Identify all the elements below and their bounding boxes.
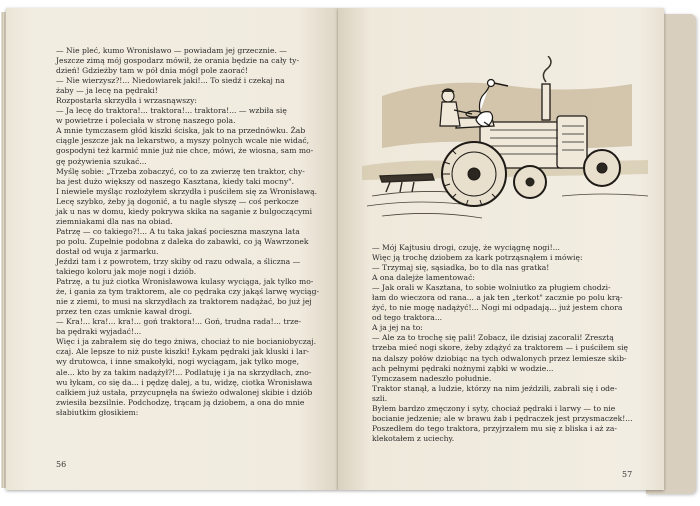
text-line: takiego koloru jak moje nogi i dziób. (56, 267, 197, 277)
text-line: Jeździ tam i z powrotem, trzy skiby od razu odwala, a śliczna — (56, 256, 301, 266)
text-line: dostał od wuja z jarmarku. (56, 246, 159, 256)
text-line: Jeszcze zimą mój gospodarz mówił, że orania będzie na cały ty- (56, 56, 300, 66)
text-line: Rozpostarła skrzydła i wrzasnąwszy: (56, 96, 197, 106)
text-line: wu łykam, co się da... i pędzę dalej, a tu, widzę, ciotka Wronisława (56, 377, 313, 387)
right-page-text (372, 243, 636, 444)
text-line: po polu. Zupełnie podobna z daleka do zabawki, co ją Wawrzonek (56, 236, 309, 246)
text-line: słabiutkim głosikiem: (56, 407, 139, 417)
text-line: gospodyni też karmić mnie już nie chce, mówi, że wiosna, sam mo- (56, 146, 314, 156)
text-line: Patrzę — co takiego?!... A tu taka jakaś pocieszna maszyna lata (56, 226, 300, 236)
text-line: bocianie jedzenie; ale w brawu żab i pędraczek jest przysmaczek!... (372, 413, 633, 423)
text-line: czaj. Ale lepsze to niż puste kiszki! Łykam pędraki jak kluski i lar- (56, 347, 310, 357)
text-line: jak u nas w domu, kiedy pokrywa skika na saganie z bulgoczącymi (56, 206, 313, 216)
text-line: ale... kto by za takim nadążył?!... Podlatuję i ja na skrzydłach, zno- (56, 367, 312, 377)
text-line: ciągle jeszcze jak na lekarstwo, a myszy polnych wcale nie widać, (56, 136, 310, 146)
text-line: Więc ją trochę dziobem za kark potrząsnąłem i mówię: (372, 253, 583, 263)
text-line: I niewiele myśląc rozłożyłem skrzydła i puściłem się za Wronisławą. (56, 186, 318, 196)
open-book (6, 8, 696, 498)
text-line: A ona dalejże lamentować: (372, 273, 475, 283)
text-line: — Nie pleć, kumo Wronisławo — powiadam jej grzecznie. — (56, 46, 287, 55)
right-page (338, 8, 664, 490)
text-line: ziemniakami dla nas na obiad. (56, 216, 173, 226)
left-page-text (56, 46, 332, 418)
text-line: Traktor stanął, a ludzie, którzy na nim jeździli, zabrali się i ode- (372, 383, 618, 393)
stork-riding-tractor-illustration (362, 56, 648, 234)
text-line: — Kra!... kra!... kra!... goń traktora!... Goń, trudna rada!... trze- (56, 317, 302, 327)
text-line: klekotałem z uciechy. (372, 433, 455, 443)
text-line: żaby — ja lecę na pędraki! (56, 86, 158, 96)
text-line: — Trzymaj się, sąsiadka, bo to dla nas gratka! (372, 263, 550, 273)
text-line: w powietrze i poleciała w stronę naszego pola. (56, 116, 236, 126)
text-line: całkiem już ustała, przycupnęła na świeżo odwalonej skibie i dziób (56, 387, 313, 397)
text-line: dzień! Gdzieżby tam w pół dnia mógł pole zaorać! (56, 66, 248, 76)
text-line: — Jak orali w Kasztana, to sobie wolniutko za pługiem chodzi- (372, 283, 611, 293)
text-line: Myślę sobie: „Trzeba zobaczyć, co to za zwierzę ten traktor, chy- (56, 166, 305, 176)
text-line: A ja jej na to: (372, 323, 423, 333)
text-line: — Mój Kajtusiu drogi, czuję, że wyciągnę nogi!... (372, 243, 560, 252)
text-line: — Ale za to trochę się pali! Zobacz, ile dzisiaj zacorali! Zresztą (372, 333, 614, 343)
text-line: od tego traktora... (372, 313, 443, 323)
text-line: Więc i ja zabrałem się do tego żniwa, chociaż to nie bocianiobyczaj. (56, 337, 317, 347)
text-line: Patrzę, a tu już ciotka Wronisławowa kulasy wyciąga, jak tylko mo- (56, 277, 314, 287)
left-page (6, 8, 338, 490)
text-line: nie z ziemi, to musi na skrzydłach za traktorem nadążać, bo już jej (56, 297, 312, 307)
text-line: przez ten czas umknie kawał drogi. (56, 307, 193, 317)
text-line: gę pożywienia szukać... (56, 156, 147, 166)
left-page-number: 56 (56, 460, 67, 469)
text-line: ach pełnymi pędraki nożnymi ząbki w wodzie... (372, 363, 554, 373)
text-line: ba jest dużo większy od naszego Kasztana, kiedy taki mocny". (56, 176, 295, 186)
right-page-number: 57 (622, 470, 633, 479)
text-line: Lecę szybko, żeby ją dogonić, a tu nagle słyszę — coś perkocze (56, 196, 299, 206)
text-line: żyć, to nie mogę nadążyć!... Nogi mi odpadają... już jestem chora (372, 303, 623, 313)
text-line: — Ja lecę do traktora!... traktora!... traktora!... — wzbiła się (56, 106, 287, 116)
text-line: A mnie tymczasem głód kiszki ściska, jak to na przednówku. Żab (56, 126, 306, 136)
text-line: na dalszy połów dziobiąc na tych odwalonych przez lemiesze skib- (372, 353, 627, 363)
text-line: Tymczasem nadeszło południe. (372, 373, 492, 383)
text-line: zwiesiła bezsilnie. Podchodzę, trącam ją dziobem, a ona do mnie (56, 397, 305, 407)
text-line: szli. (372, 393, 388, 403)
text-line: wy drutowca, i inne smakołyki, nogi wyciągam, jak tylko moge, (56, 357, 300, 367)
text-line: — Nie wierzysz?!... Niedowiarek jaki!... To siedź i czekaj na (56, 76, 285, 86)
text-line: że, i gania za tym traktorem, ale co pędraka czy jakąś larwę wyciąg- (56, 287, 320, 297)
text-line: trzeba mieć nogi skore, żeby zdążyć za traktorem — i puściłem się (372, 343, 629, 353)
text-line: Byłem bardzo zmęczony i syty, chociaż pędraki i larwy — to nie (372, 403, 616, 413)
text-line: Poszedłem do tego traktora, przyjrzałem mu się z bliska i aż za- (372, 423, 617, 433)
text-line: ba pędraki wyjadać!... (56, 327, 142, 337)
text-line: łam do wieczora od rana... a jak ten „terkot" zacznie po polu krą- (372, 293, 623, 303)
